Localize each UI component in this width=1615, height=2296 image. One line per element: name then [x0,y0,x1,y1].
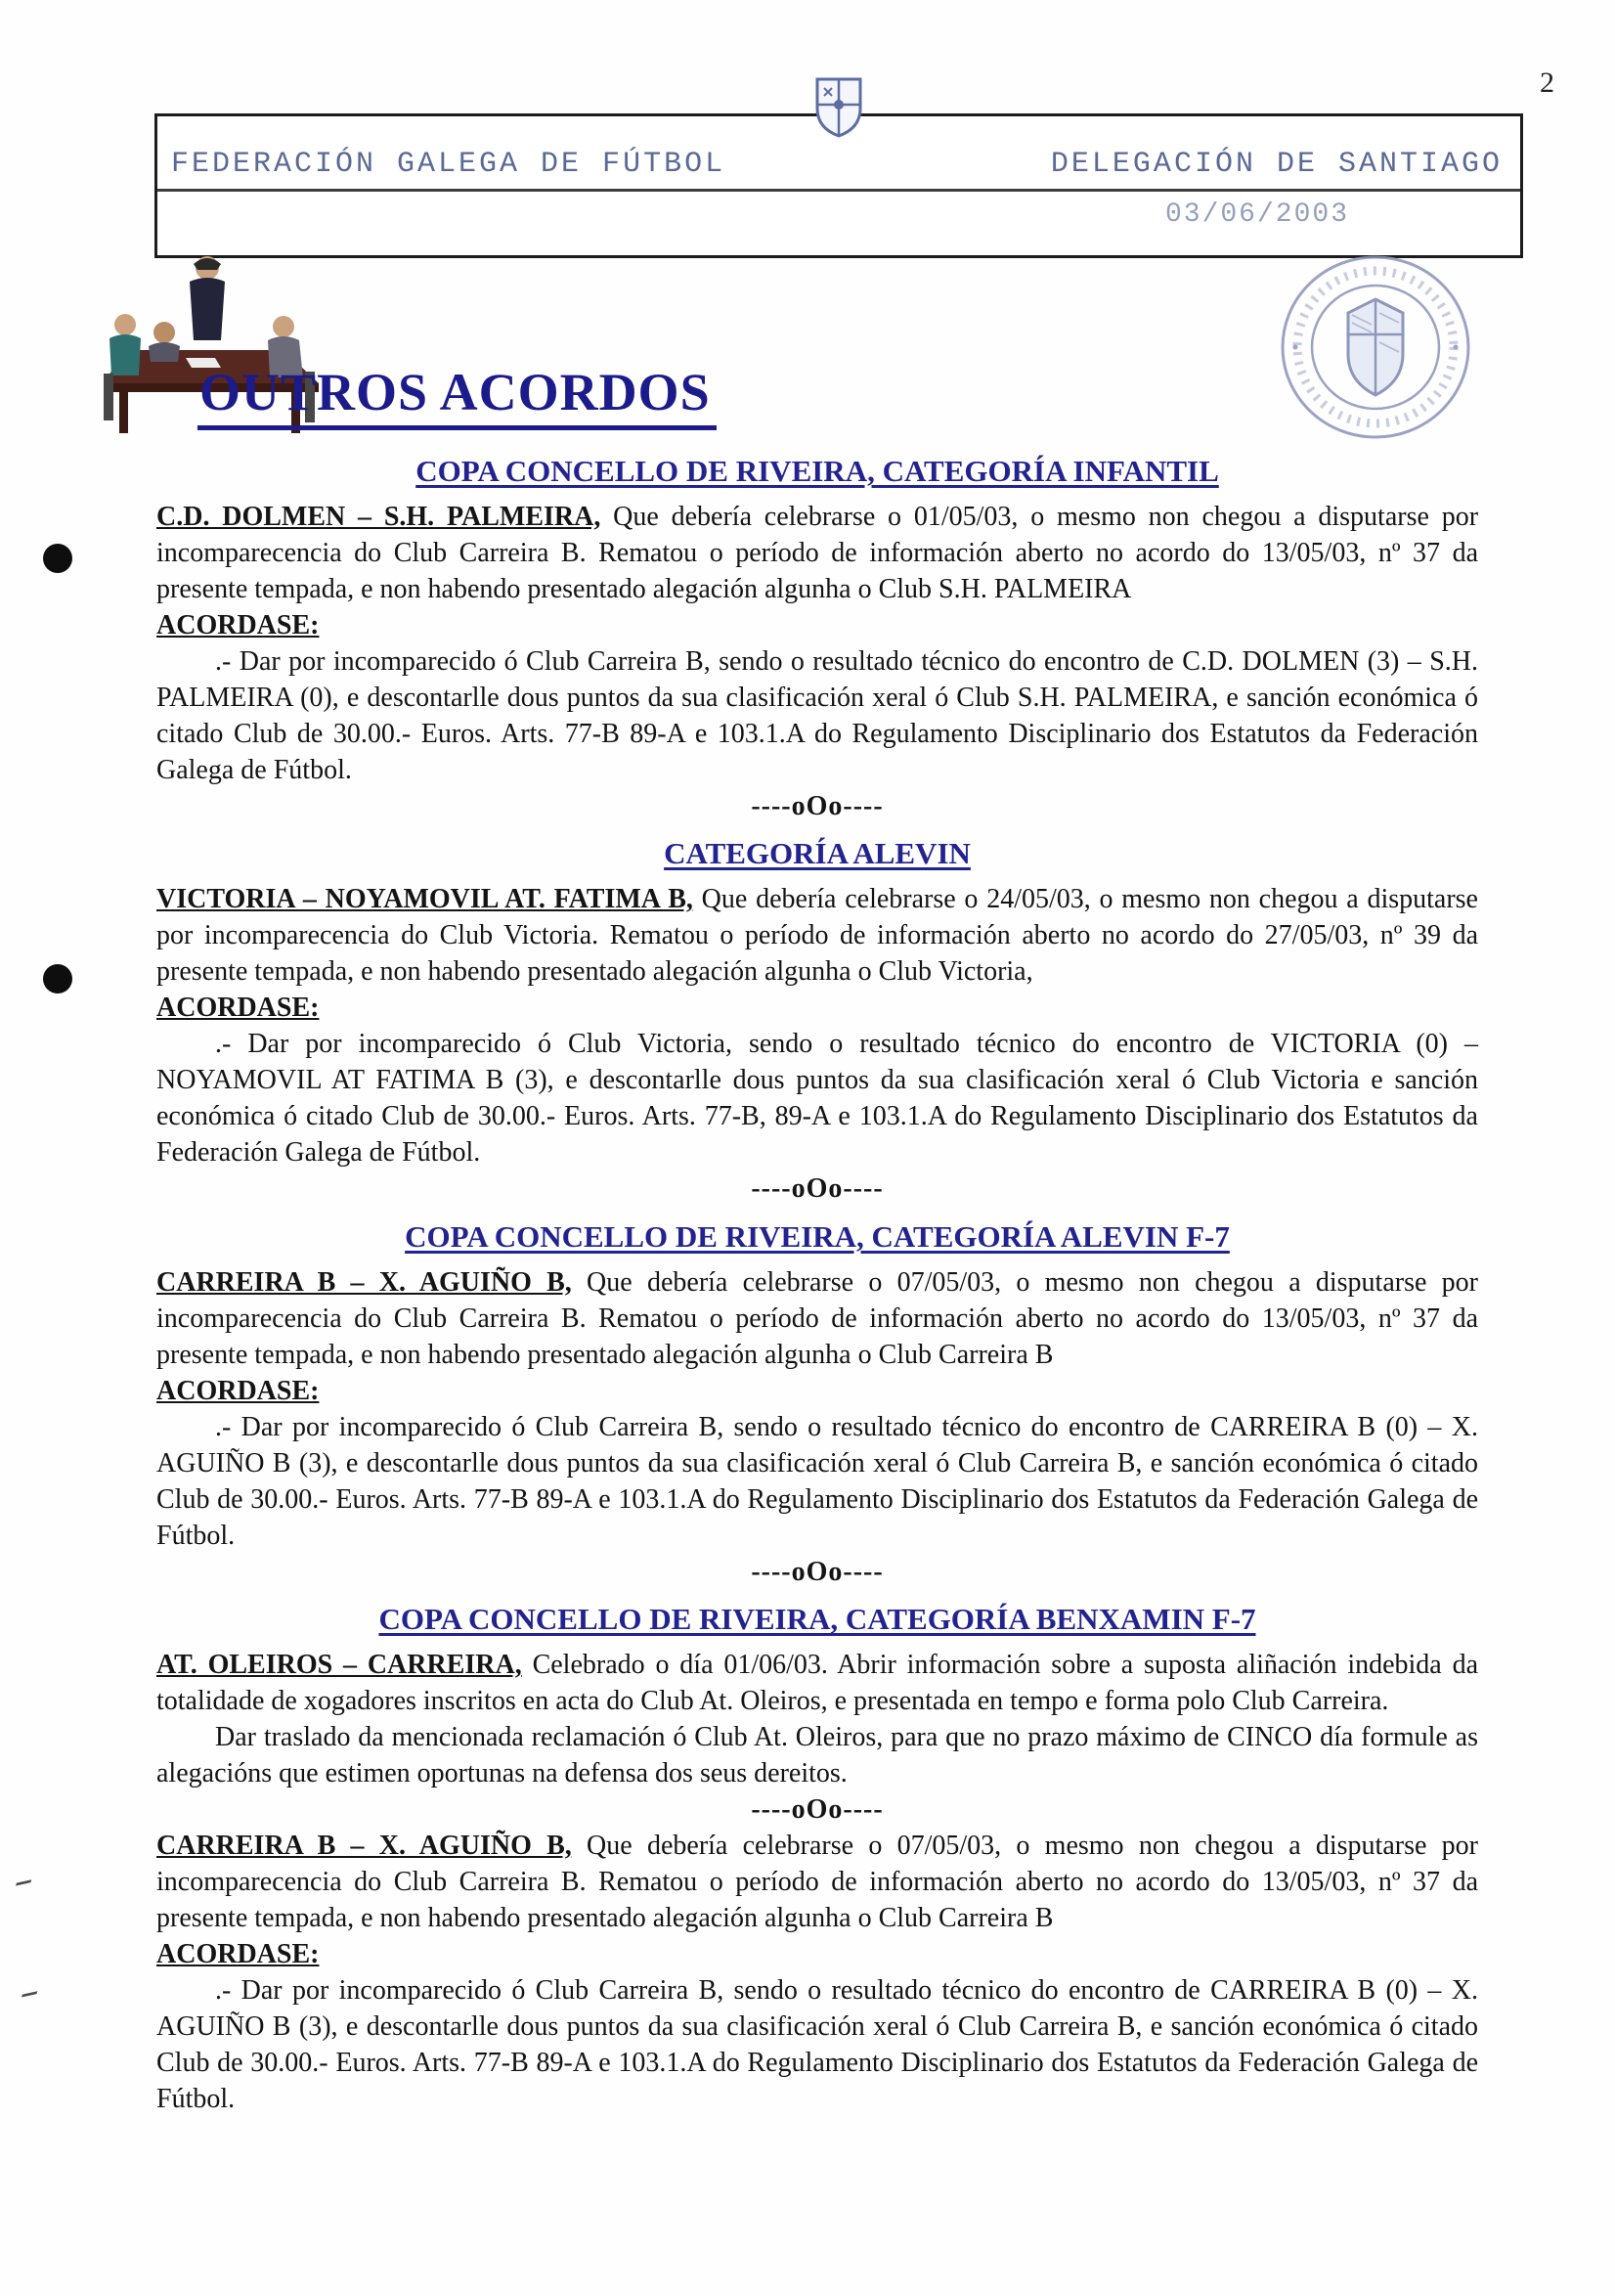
resolution-paragraph: .- Dar por incomparecido ó Club Carreira B, sendo o resultado técnico do encontro de CARREIRA B (0) – X. AGUIÑO B (3), e descontarlle dous puntos da sua clasificación xeral ó Club Carreira B, e sanción económica ó citado Club de 30.00.- Euros. Arts. 77-B 89-A e 103.1.A do Regulamento Disciplinario dos Estatutos da Federación Galega de Fútbol. [156,1974,1478,2114]
scan-dot-mark [43,964,72,993]
section-heading: COPA CONCELLO DE RIVEIRA, CATEGORÍA ALEVIN F-7 [405,1218,1230,1254]
match-title: CARREIRA B – X. AGUIÑO B, [156,1831,572,1862]
case-paragraph [156,500,1478,608]
match-title: AT. OLEIROS – CARREIRA, [156,1650,522,1681]
case-followup-paragraph: Dar traslado da mencionada reclamación ó Club At. Oleiros, para que no prazo máximo de CINCO día formule as alegacións que estimen oportunas na defensa dos seus dereitos. [156,1722,1478,1789]
case-text: Que debería celebrarse o 24/05/03, o mesmo non chegou a disputarse por incomparecencia do Club Victoria. Rematou o período de información aberto no acordo do 27/05/03, nº 39 da presente tempada, e non habendo presentado alegación algunha o Club Victoria, [156,884,1478,988]
acordase-label: ACORDASE: [156,993,320,1024]
acordase-label: ACORDASE: [156,1938,320,1969]
acordase-line [156,1937,1478,1973]
section-separator: ----oOo---- [751,1794,884,1826]
section-heading: COPA CONCELLO DE RIVEIRA, CATEGORÍA INFANTIL [415,454,1219,488]
federation-shield-icon [813,75,864,145]
acordase-label: ACORDASE: [156,609,320,640]
case-text: Que debería celebrarse o 07/05/03, o mesmo non chegou a disputarse por incomparecencia do Club Carreira B. Rematou o período de información aberto no acordo do 13/05/03, nº 37 da presente tempada, e non habendo presentado alegación algunha o Club Carreira B [156,1831,1478,1934]
acordase-line [156,608,1478,644]
case-paragraph [156,1648,1478,1720]
acordase-label: ACORDASE: [156,1375,320,1406]
page-title: OUTROS ACORDOS [197,362,717,430]
match-title: CARREIRA B – X. AGUIÑO B, [156,1266,572,1298]
page-number: 2 [1540,66,1554,99]
resolution-paragraph: .- Dar por incomparecido ó Club Victoria, sendo o resultado técnico do encontro de VICTORIA (0) – NOYAMOVIL AT FATIMA B (3), e descontarlle dous puntos da sua clasificación xeral ó Club Victoria e sanción económica ó citado Club de 30.00.- Euros. Arts. 77-B, 89-A e 103.1.A do Regulamento Disciplinario dos Estatutos da Federación Galega de Fútbol. [156,1029,1478,1169]
section-heading: COPA CONCELLO DE RIVEIRA, CATEGORÍA BENXAMIN F-7 [378,1602,1256,1637]
resolution-paragraph: .- Dar por incomparecido ó Club Carreira B, sendo o resultado técnico do encontro de CARREIRA B (0) – X. AGUIÑO B (3), e descontarlle dous puntos da sua clasificación xeral ó Club Carreira B, e sanción económica ó citado Club de 30.00.- Euros. Arts. 77-B 89-A e 103.1.A do Regulamento Disciplinario dos Estatutos da Federación Galega de Fútbol. [156,1411,1478,1551]
section-separator: ----oOo---- [751,790,884,821]
case-paragraph [156,1265,1478,1374]
document-date: 03/06/2003 [1164,199,1349,230]
case-paragraph [156,882,1478,991]
acordase-line [156,1374,1478,1410]
section-separator: ----oOo---- [751,1556,884,1587]
section-heading: CATEGORÍA ALEVIN [664,836,971,871]
match-title: VICTORIA – NOYAMOVIL AT. FATIMA B, [156,884,693,915]
section-separator: ----oOo---- [751,1173,884,1205]
acordase-line [156,991,1478,1027]
document-body [156,442,1478,2118]
delegation-stamp-icon [1278,252,1473,448]
resolution-paragraph: .- Dar por incomparecido ó Club Carreira B, sendo o resultado técnico do encontro de C.D. DOLMEN (3) – S.H. PALMEIRA (0), e descontarlle dous puntos da sua clasificación xeral ó Club S.H. PALMEIRA, e sanción económica ó citado Club de 30.00.- Euros. Arts. 77-B 89-A e 103.1.A do Regulamento Disciplinario dos Estatutos da Federación Galega de Fútbol. [156,645,1478,785]
pen-mark [16,1874,33,1885]
match-title: C.D. DOLMEN – S.H. PALMEIRA, [156,501,601,532]
delegation-name: DELEGACIÓN DE SANTIAGO [1050,148,1503,181]
pen-mark [22,1985,39,1997]
case-text: Que debería celebrarse o 01/05/03, o mesmo non chegou a disputarse por incomparecencia do Club Carreira B. Rematou o período de información aberto no acordo do 13/05/03, nº 37 da presente tempada, e non habendo presentado alegación algunha o Club S.H. PALMEIRA [156,501,1479,604]
letterhead-box [154,113,1523,258]
title-area [88,246,1527,457]
case-text: Que debería celebrarse o 07/05/03, o mesmo non chegou a disputarse por incomparecencia do Club Carreira B. Rematou o período de información aberto no acordo do 13/05/03, nº 37 da presente tempada, e non habendo presentado alegación algunha o Club Carreira B [156,1266,1478,1370]
case-paragraph [156,1829,1478,1937]
organization-name: FEDERACIÓN GALEGA DE FÚTBOL [171,148,726,181]
case-text: Celebrado o día 01/06/03. Abrir información sobre a suposta aliñación indebida da totalidade de xogadores inscritos en acta do Club At. Oleiros, e presentada en tempo e forma polo Club Carreira. [156,1650,1478,1717]
scan-dot-mark [43,544,72,573]
